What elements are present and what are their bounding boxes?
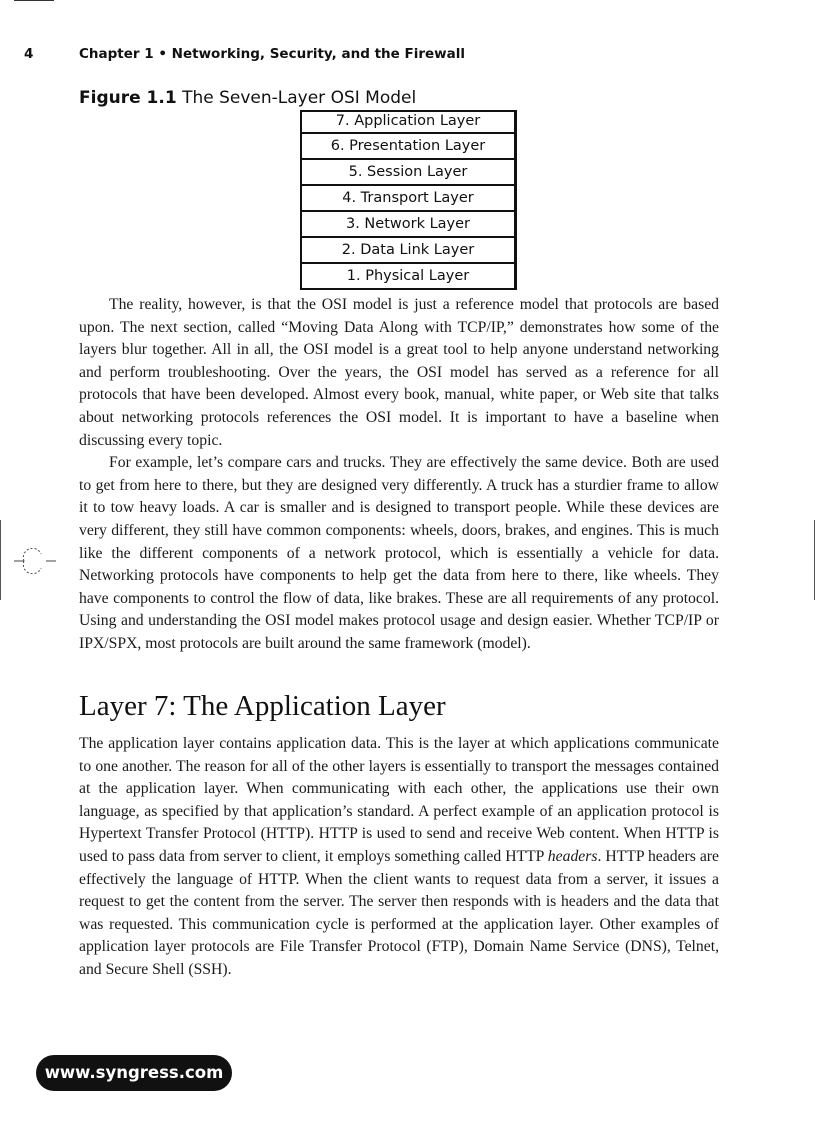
body-paragraph-application-layer xyxy=(79,733,719,982)
osi-layer-5: 5. Session Layer xyxy=(302,158,514,184)
osi-layer-2: 2. Data Link Layer xyxy=(302,236,514,262)
section-heading: Layer 7: The Application Layer xyxy=(79,690,446,722)
figure-title: The Seven-Layer OSI Model xyxy=(182,88,417,108)
paragraph-cars-trucks: For example, let’s compare cars and trucks. They are effectively the same device. Both are used to get from here to there, but they are designed very differently. A truck has a sturdier frame to allow it to tow heavy loads. A car is smaller and is designed to transport people. While these devices are very different, they still have common components: wheels, doors, brakes, and engines. This is much like the different components of a network protocol, which is essentially a vehicle for data. Networking protocols have components to help get the data from here to there, like wheels. They have components to control the flow of data, like brakes. These are all requirements of any protocol. Using and understanding the OSI model makes protocol usage and design easier. Whether TCP/IP or IPX/SPX, most protocols are built around the same framework (model). xyxy=(79,454,719,652)
osi-layer-1: 1. Physical Layer xyxy=(302,262,514,288)
figure-caption xyxy=(79,88,416,108)
paragraph-application-layer xyxy=(79,733,719,982)
figure-label: Figure 1.1 xyxy=(79,88,177,108)
paragraph-osi-reference: The reality, however, is that the OSI model is just a reference model that protocols are based upon. The next section, called “Moving Data Along with TCP/IP,” demonstrates how some of the layers blur together. All in all, the OSI model is a great tool to help anyone understand networking and perform troubleshooting. Over the years, the OSI model has served as a reference for all protocols that have been developed. Almost every book, manual, white paper, or Web site that talks about networking protocols references the OSI model. It is important to have a baseline when discussing every topic. xyxy=(79,296,719,449)
page-number: 4 xyxy=(24,46,34,62)
left-margin-line xyxy=(0,520,1,600)
emphasis-headers: headers xyxy=(547,847,598,865)
body-paragraphs-intro xyxy=(79,294,719,656)
osi-layer-7: 7. Application Layer xyxy=(335,113,481,129)
paragraph-text-part-1: The application layer contains application data. This is the layer at which applications communicate to one another. The reason for all of the other layers is essentially to transport the messages contained at the application layer. When communicating with each other, the applications use their own language, as specified by that application’s standard. A perfect example of an application protocol is Hypertext Transfer Protocol (HTTP). HTTP is used to send and receive Web content. When HTTP is used to pass data from server to client, it employs something called HTTP xyxy=(79,735,719,865)
footer-url-badge: www.syngress.com xyxy=(36,1055,232,1091)
osi-layer-4: 4. Transport Layer xyxy=(302,184,514,210)
right-margin-line xyxy=(814,520,815,600)
paragraph-text-part-2: . HTTP headers are effectively the language of HTTP. When the client wants to request data from a server, it issues a request to get the content from the server. The server then responds with is headers and the data that was requested. This communication cycle is performed at the application layer. Other examples of application layer protocols are File Transfer Protocol (FTP), Domain Name Service (DNS), Telnet, and Secure Shell (SSH). xyxy=(79,847,719,978)
registration-mark-icon xyxy=(14,548,58,574)
osi-layer-diagram xyxy=(300,110,517,290)
osi-layer-3: 3. Network Layer xyxy=(302,210,514,236)
running-title: Chapter 1 • Networking, Security, and the Firewall xyxy=(79,46,466,62)
osi-layer-6: 6. Presentation Layer xyxy=(302,132,514,158)
top-rule xyxy=(14,0,54,1)
